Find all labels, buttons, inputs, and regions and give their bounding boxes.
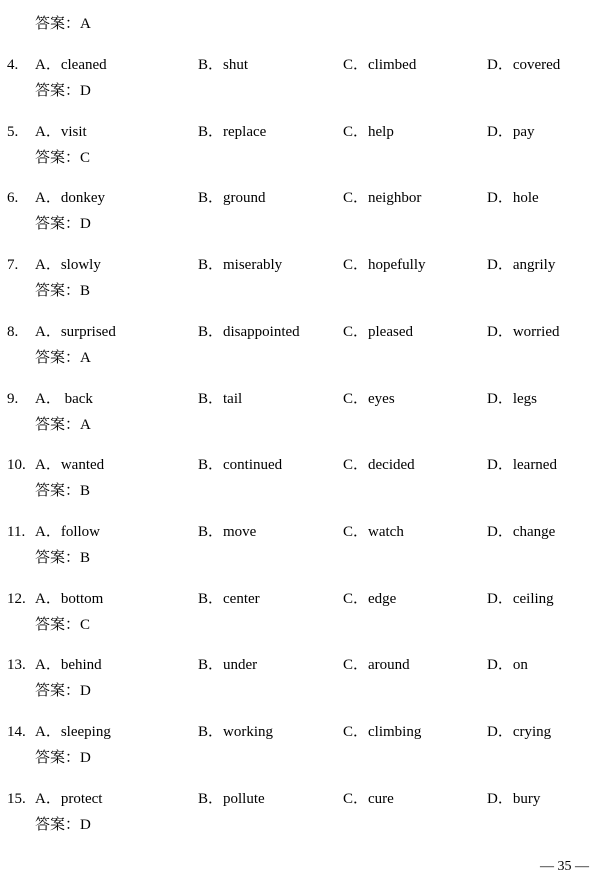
question-number: 10.: [7, 457, 26, 473]
answer-text: 答案：D: [35, 216, 91, 232]
option-d: D．ceiling: [487, 591, 554, 607]
option-d: D．legs: [487, 391, 537, 407]
option-a: A．cleaned: [35, 57, 107, 73]
option-b: B．miserably: [198, 257, 283, 273]
question-number: 4.: [7, 57, 19, 73]
question-number: 15.: [7, 791, 26, 807]
option-a: A．donkey: [35, 190, 105, 206]
option-c: C．neighbor: [343, 190, 422, 206]
answer-text: 答案：C: [35, 150, 91, 166]
page-number: — 35 —: [540, 859, 589, 874]
option-d: D．change: [487, 524, 556, 540]
option-a: A． back: [35, 391, 93, 407]
question-number: 7.: [7, 257, 19, 273]
question-number: 6.: [7, 190, 19, 206]
option-d: D．pay: [487, 124, 535, 140]
question-number: 13.: [7, 657, 26, 673]
option-d: D．learned: [487, 457, 557, 473]
option-c: C．climbed: [343, 57, 417, 73]
option-b: B．replace: [198, 124, 267, 140]
option-c: C．decided: [343, 457, 415, 473]
option-b: B．center: [198, 591, 260, 607]
question-number: 14.: [7, 724, 26, 740]
option-d: D．angrily: [487, 257, 556, 273]
answer-text: 答案：D: [35, 750, 91, 766]
option-c: C．help: [343, 124, 394, 140]
answer-text: 答案：A: [35, 417, 91, 433]
answer-text: 答案：C: [35, 617, 91, 633]
option-a: A．protect: [35, 791, 103, 807]
option-d: D．bury: [487, 791, 541, 807]
question-number: 5.: [7, 124, 19, 140]
answer-text: 答案：B: [35, 483, 91, 499]
option-a: A．sleeping: [35, 724, 111, 740]
option-b: B．pollute: [198, 791, 265, 807]
answer-text: 答案：D: [35, 83, 91, 99]
option-d: D．crying: [487, 724, 552, 740]
option-c: C．cure: [343, 791, 394, 807]
option-d: D．covered: [487, 57, 561, 73]
option-b: B．disappointed: [198, 324, 300, 340]
option-a: A．surprised: [35, 324, 116, 340]
option-a: A．wanted: [35, 457, 105, 473]
option-a: A．behind: [35, 657, 102, 673]
option-b: B．tail: [198, 391, 243, 407]
answer-text: 答案：B: [35, 550, 91, 566]
option-b: B．working: [198, 724, 274, 740]
answer-text: 答案：D: [35, 683, 91, 699]
option-b: B．shut: [198, 57, 249, 73]
option-a: A．bottom: [35, 591, 104, 607]
option-d: D．on: [487, 657, 528, 673]
option-b: B．continued: [198, 457, 283, 473]
answer-text: 答案：A: [35, 16, 91, 32]
option-b: B．ground: [198, 190, 266, 206]
question-number: 11.: [7, 524, 26, 540]
option-b: B．move: [198, 524, 257, 540]
option-a: A．follow: [35, 524, 100, 540]
option-c: C．hopefully: [343, 257, 426, 273]
question-number: 8.: [7, 324, 19, 340]
option-d: D．worried: [487, 324, 560, 340]
option-b: B．under: [198, 657, 258, 673]
answer-text: 答案：D: [35, 817, 91, 833]
option-c: C．watch: [343, 524, 404, 540]
option-d: D．hole: [487, 190, 539, 206]
answer-text: 答案：A: [35, 350, 91, 366]
option-a: A．slowly: [35, 257, 101, 273]
option-c: C．climbing: [343, 724, 422, 740]
option-c: C．pleased: [343, 324, 413, 340]
option-a: A．visit: [35, 124, 87, 140]
answer-text: 答案：B: [35, 283, 91, 299]
option-c: C．eyes: [343, 391, 395, 407]
question-number: 9.: [7, 391, 19, 407]
option-c: C．around: [343, 657, 410, 673]
option-c: C．edge: [343, 591, 397, 607]
question-number: 12.: [7, 591, 26, 607]
